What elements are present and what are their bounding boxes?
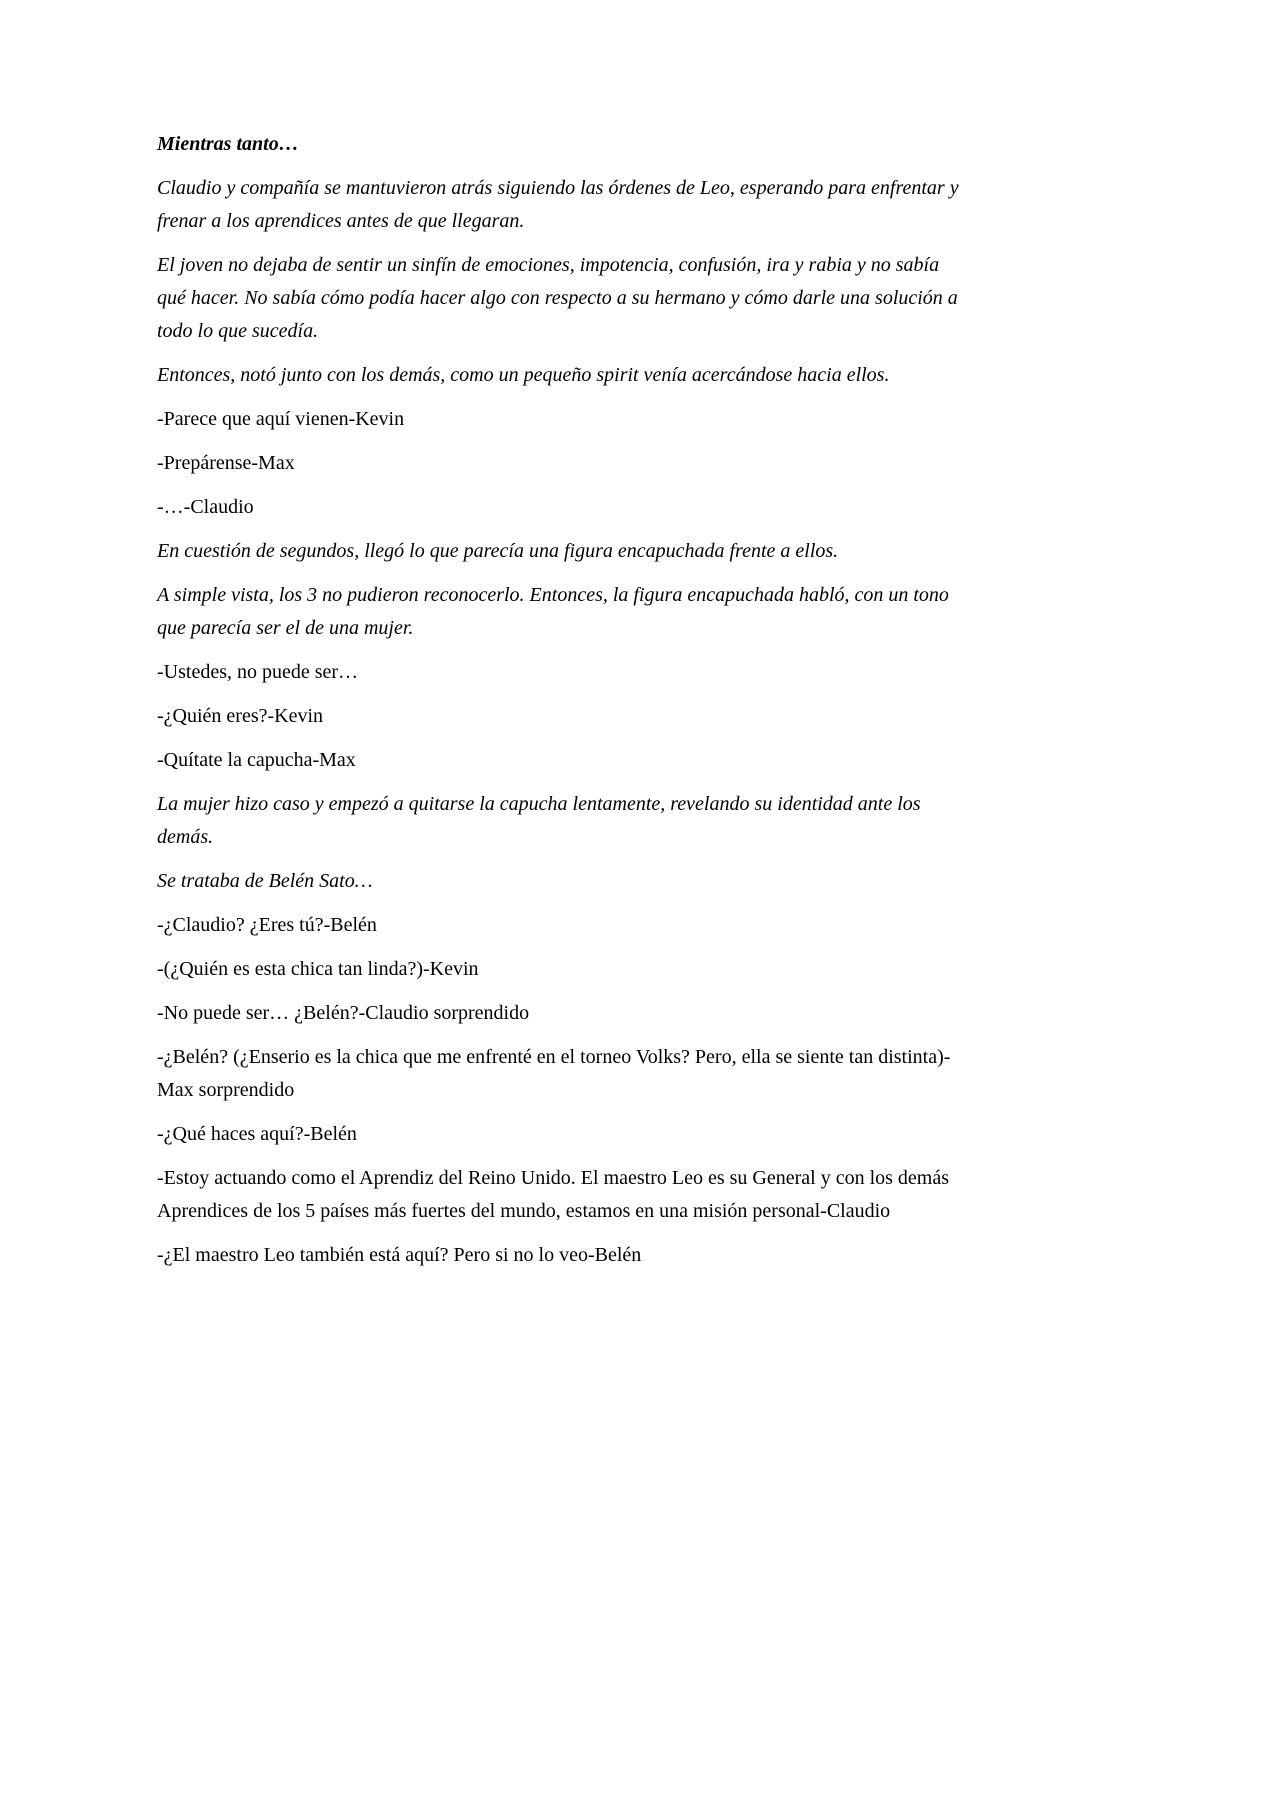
dialogue-line: -¿Quién eres?-Kevin [157,705,324,727]
narration-paragraph: Entonces, notó junto con los demás, como un pequeño spirit venía acercándose hacia ellos. [157,364,890,386]
narration-paragraph: Claudio y compañía se mantuvieron atrás siguiendo las órdenes de Leo, esperando para enfrentar y frenar a los aprendices antes de que llegaran. [157,177,959,232]
dialogue-line: -Quítate la capucha-Max [157,749,356,771]
narration-paragraph: El joven no dejaba de sentir un sinfín de emociones, impotencia, confusión, ira y rabia y no sabía qué hacer. No sabía cómo podía hacer algo con respecto a su hermano y cómo darle una solución a todo lo que sucedía. [157,254,958,342]
dialogue-line: -¿El maestro Leo también está aquí? Pero si no lo veo-Belén [157,1244,642,1266]
dialogue-line: -¿Belén? (¿Enserio es la chica que me enfrenté en el torneo Volks? Pero, ella se siente tan distinta)-Max sorprendido [157,1046,951,1101]
dialogue-line: -No puede ser… ¿Belén?-Claudio sorprendido [157,1002,530,1024]
dialogue-line: -Estoy actuando como el Aprendiz del Reino Unido. El maestro Leo es su General y con los demás Aprendices de los 5 países más fuertes del mundo, estamos en una misión personal-Claudio [157,1167,950,1222]
narration-paragraph: Se trataba de Belén Sato… [157,870,373,892]
narration-paragraph: La mujer hizo caso y empezó a quitarse la capucha lentamente, revelando su identidad ante los demás. [157,793,921,848]
dialogue-line: -…-Claudio [157,496,254,518]
dialogue-line: -(¿Quién es esta chica tan linda?)-Kevin [157,958,479,980]
narration-paragraph: En cuestión de segundos, llegó lo que parecía una figura encapuchada frente a ellos. [157,540,839,562]
dialogue-line: -Parece que aquí vienen-Kevin [157,408,405,430]
narration-paragraph: A simple vista, los 3 no pudieron reconocerlo. Entonces, la figura encapuchada habló, con un tono que parecía ser el de una mujer. [157,584,949,639]
dialogue-line: -¿Claudio? ¿Eres tú?-Belén [157,914,377,936]
dialogue-line: -¿Qué haces aquí?-Belén [157,1123,357,1145]
dialogue-line: -Prepárense-Max [157,452,295,474]
dialogue-line: -Ustedes, no puede ser… [157,661,359,683]
section-heading: Mientras tanto… [157,133,299,155]
